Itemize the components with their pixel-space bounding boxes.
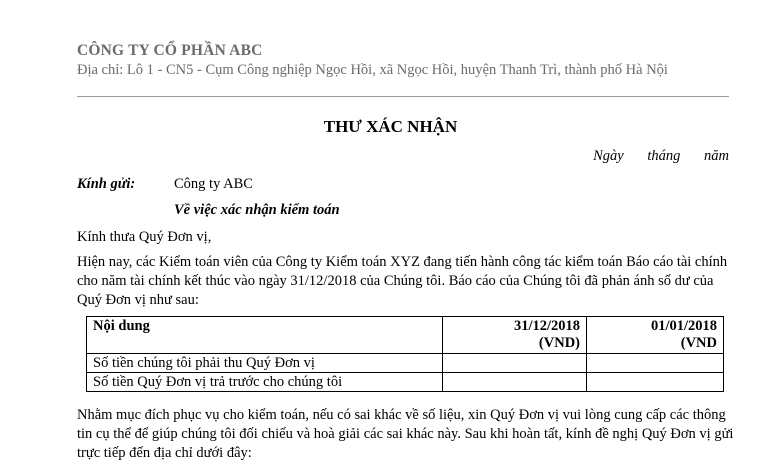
row-value	[443, 373, 587, 392]
table-row	[87, 373, 724, 392]
greeting: Kính thưa Quý Đơn vị,	[77, 229, 212, 245]
header-unit: (VND)	[538, 335, 580, 351]
header-col-2018-01-01	[587, 317, 724, 354]
letter-subject: Về việc xác nhận kiểm toán	[174, 202, 340, 218]
row-label: Số tiền chúng tôi phải thu Quý Đơn vị	[87, 354, 443, 373]
date-month: tháng	[647, 148, 681, 164]
row-value	[587, 354, 724, 373]
header-content: Nội dung	[87, 317, 443, 354]
row-value	[443, 354, 587, 373]
request-paragraph: Nhằm mục đích phục vụ cho kiểm toán, nếu có sai khác về số liệu, xin Quý Đơn vị vui lòng cung cấp các thông tin cụ thể để giúp chúng tôi đối chiếu và hoà giải các sai khác này. Sau khi hoàn tất, kính đề nghị Quý Đơn vị gửi trực tiếp đến địa chỉ dưới đây:	[77, 407, 734, 461]
company-name: CÔNG TY CỔ PHẦN ABC	[77, 42, 263, 59]
table-row	[87, 354, 724, 373]
header-date: 01/01/2018	[650, 318, 717, 334]
recipient-name: Công ty ABC	[174, 176, 253, 192]
row-label: Số tiền Quý Đơn vị trả trước cho chúng tôi	[87, 373, 443, 392]
header-col-2018-12-31	[443, 317, 587, 354]
date-year: năm	[704, 148, 729, 164]
date-day: Ngày	[593, 148, 624, 164]
date-line	[593, 148, 729, 165]
table-header-row	[87, 317, 724, 354]
row-value	[587, 373, 724, 392]
header-unit: (VND	[680, 335, 717, 351]
letter-title: THƯ XÁC NHẬN	[323, 117, 458, 136]
intro-paragraph: Hiện nay, các Kiểm toán viên của Công ty Kiểm toán XYZ đang tiến hành công tác kiểm toán Báo cáo tài chính cho năm tài chính kết thúc vào ngày 31/12/2018 của Chúng tôi. Báo cáo của Chúng tôi đã phản ánh số dư của Quý Đơn vị như sau:	[77, 254, 728, 308]
recipient-label: Kính gửi:	[77, 176, 136, 192]
header-date: 31/12/2018	[513, 318, 580, 334]
company-address: Địa chỉ: Lô 1 - CN5 - Cụm Công nghiệp Ngọc Hồi, xã Ngọc Hồi, huyện Thanh Trì, thành phố Hà Nội	[77, 62, 668, 78]
header-divider	[77, 96, 729, 97]
balance-table	[86, 316, 724, 392]
